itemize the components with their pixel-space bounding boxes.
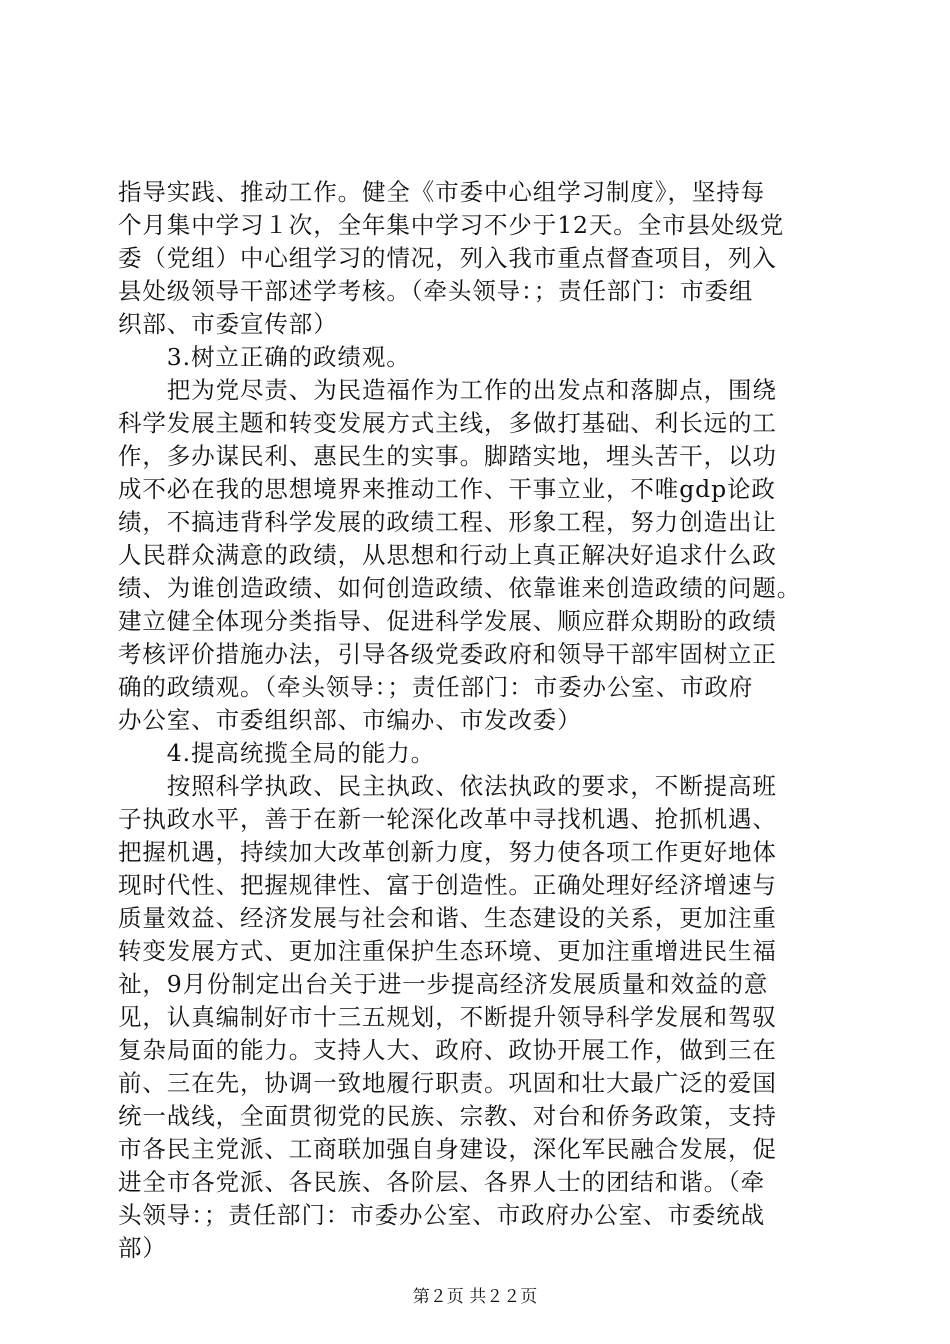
text-line: 把为党尽责、为民造福作为工作的出发点和落脚点，围绕 bbox=[118, 376, 777, 404]
section-heading-4: 4.提高统揽全局的能力。 bbox=[118, 739, 436, 767]
text-line: 把握机遇，持续加大改革创新力度，努力使各项工作更好地体 bbox=[118, 838, 777, 866]
text-line: 市各民主党派、工商联加强自身建设，深化军民融合发展，促 bbox=[118, 1135, 777, 1163]
text-line: 转变发展方式、更加注重保护生态环境、更加注重增进民生福 bbox=[118, 937, 777, 965]
text-line: 织部、市委宣传部） bbox=[118, 310, 338, 338]
text-line: 建立健全体现分类指导、促进科学发展、顺应群众期盼的政绩 bbox=[118, 607, 777, 635]
document-body bbox=[118, 176, 838, 1265]
text-line: 见，认真编制好市十三五规划，不断提升领导科学发展和驾驭 bbox=[118, 1003, 777, 1031]
text-line: 人民群众满意的政绩，从思想和行动上真正解决好追求什么政 bbox=[118, 541, 777, 569]
text-line: 考核评价措施办法，引导各级党委政府和领导干部牢固树立正 bbox=[118, 640, 777, 668]
page-number-footer: 第２页 共２２页 bbox=[412, 1287, 538, 1307]
text-line: 祉，9月份制定出台关于进一步提高经济发展质量和效益的意 bbox=[118, 970, 769, 998]
text-line: 确的政绩观。（牵头领导：；责任部门：市委办公室、市政府 bbox=[118, 673, 754, 701]
text-line: 质量效益、经济发展与社会和谐、生态建设的关系，更加注重 bbox=[118, 904, 777, 932]
text-line: 个月集中学习１次，全年集中学习不少于12天。全市县处级党 bbox=[118, 211, 785, 239]
text-line: 县处级领导干部述学考核。（牵头领导：；责任部门：市委组 bbox=[118, 277, 754, 305]
text-line: 部） bbox=[118, 1234, 167, 1262]
text-line: 按照科学执政、民主执政、依法执政的要求，不断提高班 bbox=[118, 772, 777, 800]
text-line: 科学发展主题和转变发展方式主线，多做打基础、利长远的工 bbox=[118, 409, 777, 437]
text-line: 现时代性、把握规律性、富于创造性。正确处理好经济增速与 bbox=[118, 871, 777, 899]
text-line: 作，多办谋民利、惠民生的实事。脚踏实地，埋头苦干，以功 bbox=[118, 442, 777, 470]
text-line: 绩，不搞违背科学发展的政绩工程、形象工程，努力创造出让 bbox=[118, 508, 777, 536]
text-line: 子执政水平，善于在新一轮深化改革中寻找机遇、抢抓机遇、 bbox=[118, 805, 777, 833]
text-line: 办公室、市委组织部、市编办、市发改委） bbox=[118, 706, 582, 734]
text-line: 头领导：；责任部门：市委办公室、市政府办公室、市委统战 bbox=[118, 1201, 766, 1229]
text-line: 指导实践、推动工作。健全《市委中心组学习制度》，坚持每 bbox=[118, 178, 766, 206]
section-heading-3: 3.树立正确的政绩观。 bbox=[118, 343, 411, 371]
text-line: 委（党组）中心组学习的情况，列入我市重点督查项目，列入 bbox=[118, 244, 777, 272]
text-line: 绩、为谁创造政绩、如何创造政绩、依靠谁来创造政绩的问题。 bbox=[118, 574, 802, 602]
text-line: 复杂局面的能力。支持人大、政府、政协开展工作，做到三在 bbox=[118, 1036, 777, 1064]
text-line: 成不必在我的思想境界来推动工作、干事立业，不唯gdp论政 bbox=[118, 475, 776, 503]
text-line: 前、三在先，协调一致地履行职责。巩固和壮大最广泛的爱国 bbox=[118, 1069, 777, 1097]
text-line: 统一战线，全面贯彻党的民族、宗教、对台和侨务政策，支持 bbox=[118, 1102, 777, 1130]
text-line: 进全市各党派、各民族、各阶层、各界人士的团结和谐。（牵 bbox=[118, 1168, 766, 1196]
